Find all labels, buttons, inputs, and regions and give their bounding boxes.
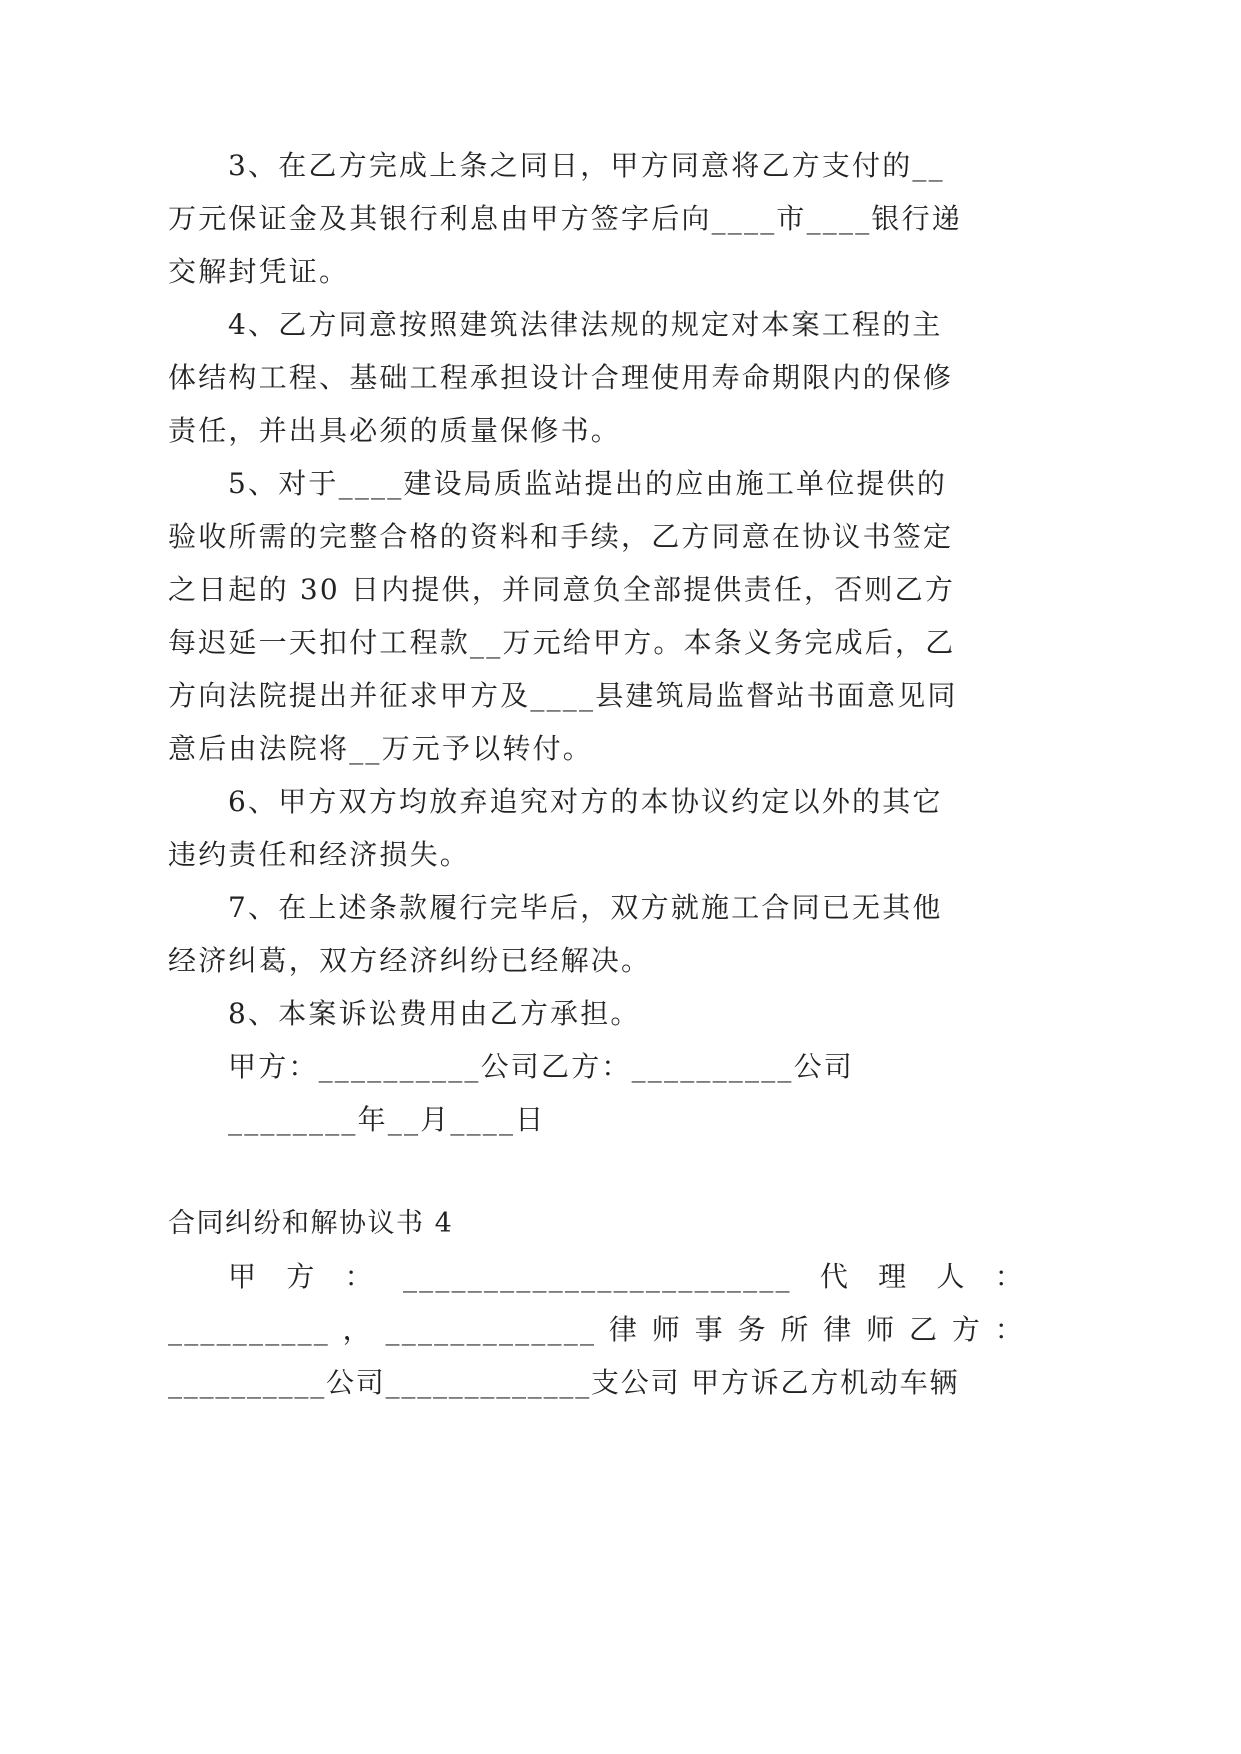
- word: 甲: [228, 1260, 259, 1293]
- section-5-line-5: 方向法院提出并征求甲方及____县建筑局监督站书面意见同: [168, 679, 958, 712]
- agreement-4-line-1: [228, 1259, 1025, 1295]
- section-5-line-1: 5、对于____建设局质监站提出的应由施工单位提供的: [228, 467, 948, 500]
- blank: _____________: [385, 1313, 597, 1346]
- agreement-4-line-3: __________公司_____________支公司 甲方诉乙方机动车辆: [168, 1366, 960, 1399]
- section-4-line-3: 责任，并出具必须的质量保修书。: [168, 414, 622, 447]
- section-3-line-1: 3、在乙方完成上条之同日，甲方同意将乙方支付的__: [228, 149, 945, 182]
- section-6-line-1: 6、甲方双方均放弃追究对方的本协议约定以外的其它: [228, 785, 943, 818]
- signature-parties: 甲方：__________公司乙方：__________公司: [228, 1050, 855, 1083]
- word: 乙: [908, 1313, 940, 1346]
- section-6-line-2: 违约责任和经济损失。: [168, 838, 471, 871]
- section-5-line-4: 每迟延一天扣付工程款__万元给甲方。本条义务完成后，乙: [168, 626, 956, 659]
- word: 所: [780, 1313, 811, 1346]
- word: 律: [608, 1313, 640, 1346]
- word: 方: [951, 1313, 983, 1346]
- word: 师: [651, 1313, 682, 1346]
- word: 代: [819, 1260, 851, 1293]
- word: ：: [994, 1313, 1025, 1346]
- word: 理: [878, 1260, 909, 1293]
- signature-date: ________年__月____日: [228, 1103, 546, 1136]
- section-7-line-2: 经济纠葛，双方经济纠纷已经解决。: [168, 944, 652, 977]
- blank: ________________________: [402, 1260, 792, 1293]
- word: 律: [823, 1313, 854, 1346]
- agreement-4-title: 合同纠纷和解协议书 4: [168, 1208, 454, 1239]
- word: 师: [866, 1313, 897, 1346]
- blank: __________: [168, 1313, 330, 1346]
- word: ，: [342, 1313, 373, 1346]
- word: ：: [994, 1260, 1025, 1293]
- section-5-line-2: 验收所需的完整合格的资料和手续，乙方同意在协议书签定: [168, 520, 954, 553]
- word: 务: [737, 1313, 768, 1346]
- word: 方: [286, 1260, 317, 1293]
- agreement-4-line-2: [168, 1312, 1025, 1348]
- section-3-line-3: 交解封凭证。: [168, 255, 350, 288]
- section-8-line-1: 8、本案诉讼费用由乙方承担。: [228, 997, 641, 1030]
- word: 事: [694, 1313, 725, 1346]
- word: 人: [936, 1260, 967, 1293]
- section-7-line-1: 7、在上述条款履行完毕后，双方就施工合同已无其他: [228, 891, 943, 924]
- section-4-line-1: 4、乙方同意按照建筑法律法规的规定对本案工程的主: [228, 308, 943, 341]
- word: ：: [344, 1260, 375, 1293]
- section-5-line-6: 意后由法院将__万元予以转付。: [168, 732, 594, 765]
- section-5-line-3: 之日起的 30 日内提供，并同意负全部提供责任，否则乙方: [168, 573, 956, 606]
- section-3-line-2: 万元保证金及其银行利息由甲方签字后向____市____银行递: [168, 202, 963, 235]
- section-4-line-2: 体结构工程、基础工程承担设计合理使用寿命期限内的保修: [168, 361, 954, 394]
